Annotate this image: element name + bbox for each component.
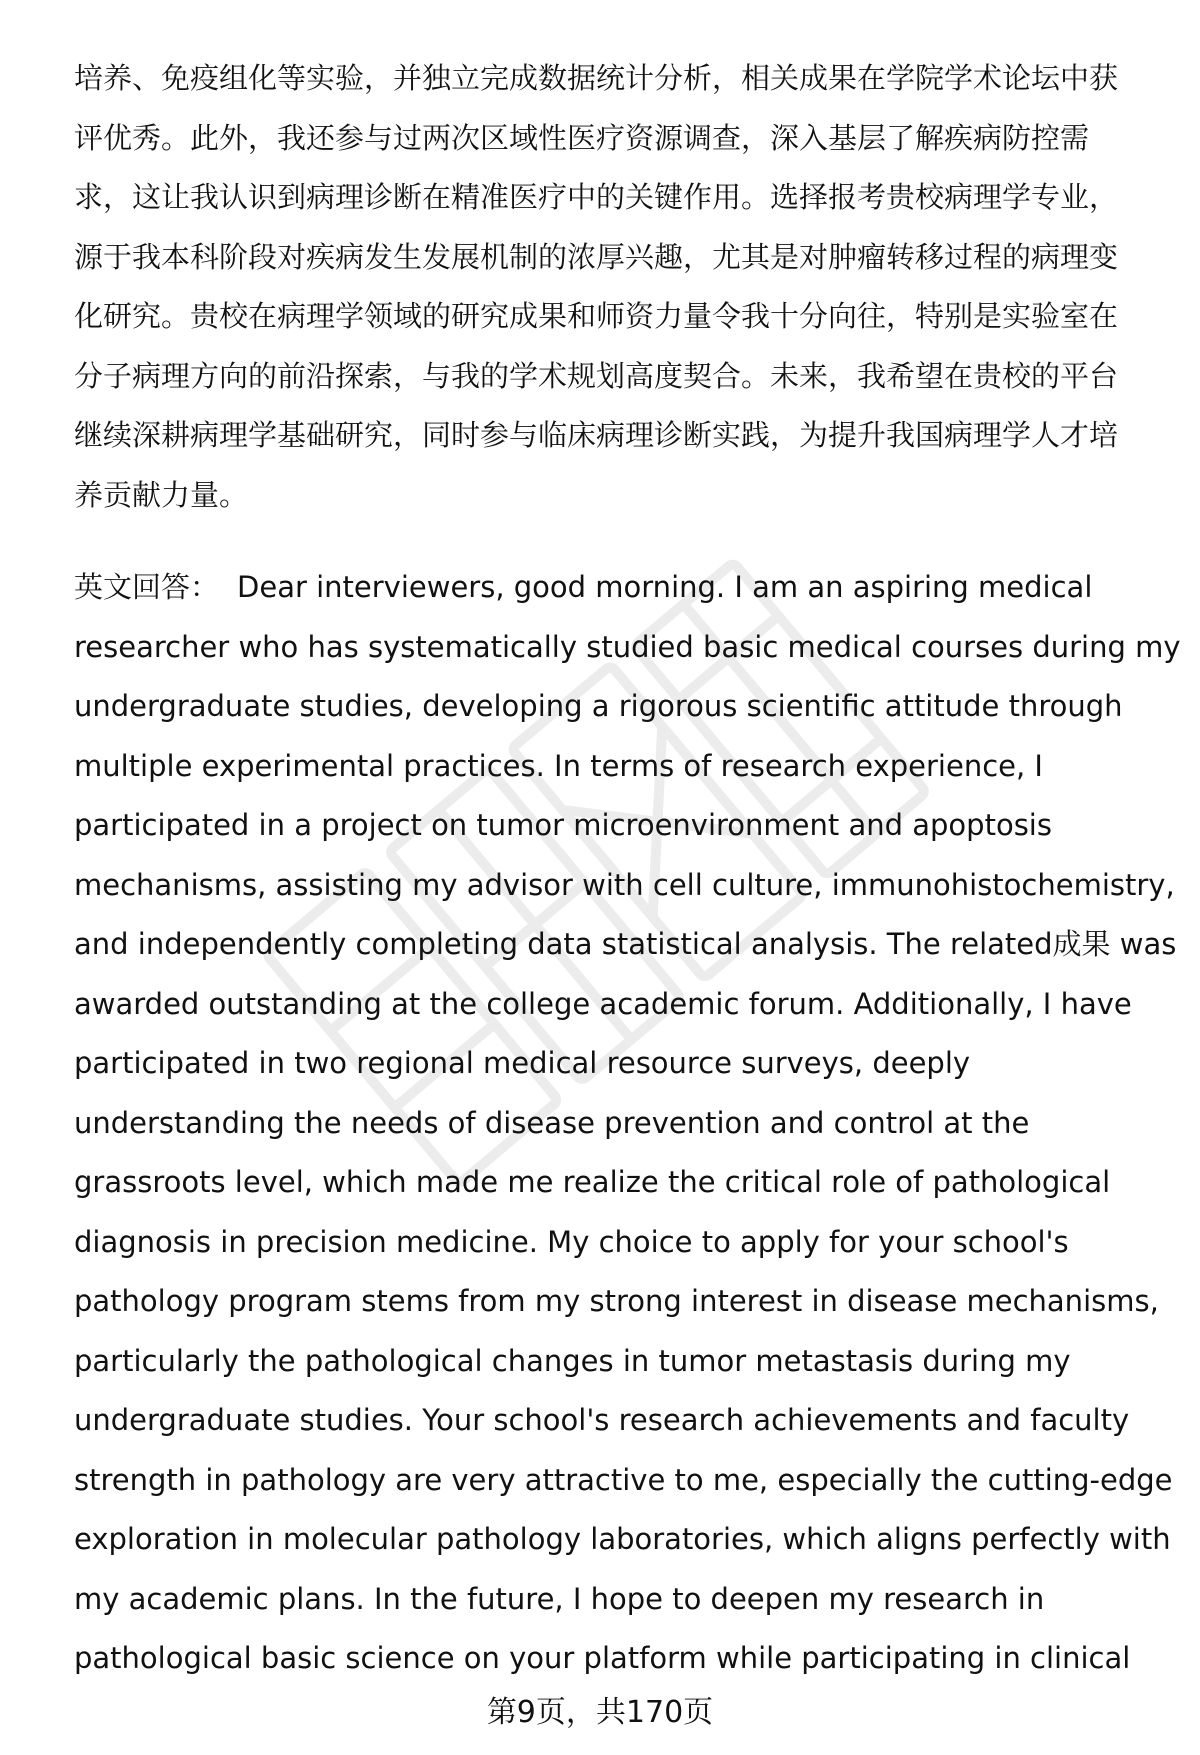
text-line: mechanisms, assisting my advisor with cell culture, immunohistochemistry, <box>74 867 1175 902</box>
text-line: researcher who has systematically studied basic medical courses during my <box>74 629 1181 664</box>
text-line-content: Dear interviewers, good morning. I am an aspiring medical <box>237 570 1093 604</box>
text-line: my academic plans. In the future, I hope to deepen my research in <box>74 1581 1045 1616</box>
text-line: 源于我本科阶段对疾病发生发展机制的浓厚兴趣，尤其是对肿瘤转移过程的病理变 <box>74 239 1119 274</box>
text-line: pathology program stems from my strong interest in disease mechanisms, <box>74 1284 1159 1318</box>
text-line: 继续深耕病理学基础研究，同时参与临床病理诊断实践，为提升我国病理学人才培 <box>74 418 1119 452</box>
text-line: 培养、免疫组化等实验，并独立完成数据统计分析，相关成果在学院学术论坛中获 <box>74 61 1119 95</box>
text-line: understanding the needs of disease prevention and control at the <box>74 1105 1030 1140</box>
text-line: and independently completing data statistical analysis. The related成果 was <box>74 927 1177 961</box>
text-line: exploration in molecular pathology laboratories, which aligns perfectly with <box>74 1522 1171 1556</box>
text-line: multiple experimental practices. In terms of research experience, I <box>74 748 1043 783</box>
text-line: particularly the pathological changes in tumor metastasis during my <box>74 1343 1071 1378</box>
text-line: 评优秀。此外，我还参与过两次区域性医疗资源调查，深入基层了解疾病防控需 <box>74 120 1090 155</box>
english-answer-paragraph <box>74 558 1181 1689</box>
text-line: diagnosis in precision medicine. My choice to apply for your school's <box>74 1224 1069 1259</box>
text-line: 养贡献力量。 <box>74 477 249 512</box>
text-line <box>74 558 1148 618</box>
text-line: awarded outstanding at the college academic forum. Additionally, I have <box>74 986 1132 1021</box>
text-line: 分子病理方向的前沿探索，与我的学术规划高度契合。未来，我希望在贵校的平台 <box>74 358 1119 393</box>
text-line: 化研究。贵校在病理学领域的研究成果和师资力量令我十分向往，特别是实验室在 <box>74 299 1119 333</box>
page-number-footer: 第9页，共170页 <box>486 1695 714 1730</box>
text-line: participated in a project on tumor microenvironment and apoptosis <box>74 808 1052 842</box>
text-line: 求，这让我认识到病理诊断在精准医疗中的关键作用。选择报考贵校病理学专业， <box>74 180 1119 214</box>
text-line: undergraduate studies, developing a rigorous scientific attitude through <box>74 689 1123 723</box>
text-line: strength in pathology are very attractive to me, especially the cutting-edge <box>74 1462 1173 1497</box>
text-line: pathological basic science on your platform while participating in clinical <box>74 1641 1131 1675</box>
english-answer-label: 英文回答： <box>74 570 220 604</box>
text-line: undergraduate studies. Your school's research achievements and faculty <box>74 1403 1130 1437</box>
chinese-answer-paragraph <box>74 49 1148 525</box>
text-line: grassroots level, which made me realize the critical role of pathological <box>74 1165 1111 1199</box>
text-line: participated in two regional medical resource surveys, deeply <box>74 1046 971 1080</box>
